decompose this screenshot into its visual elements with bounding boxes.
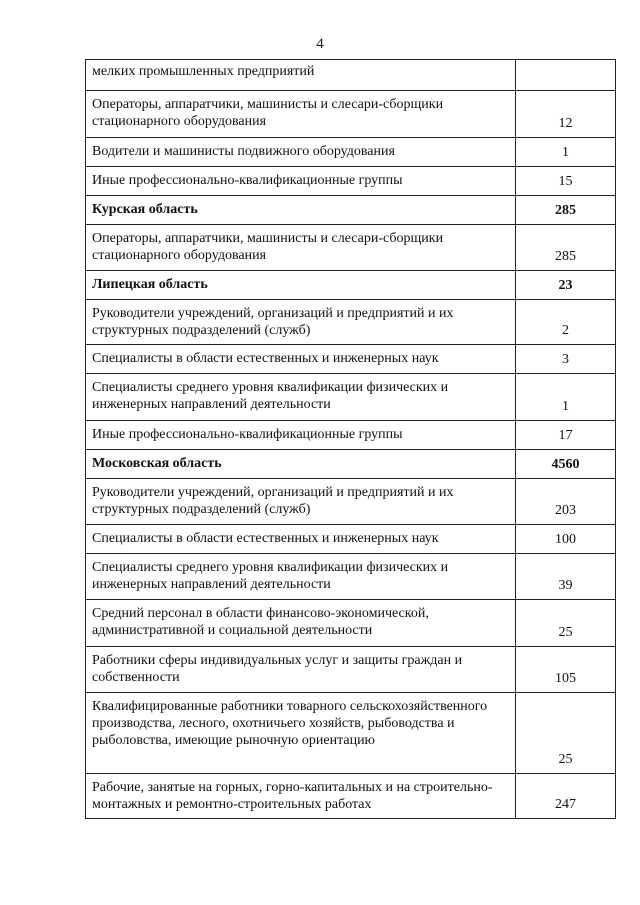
count-cell: 25 <box>516 600 616 647</box>
count-cell: 100 <box>516 525 616 554</box>
region-name-cell: Липецкая область <box>86 271 516 300</box>
count-cell: 203 <box>516 479 616 525</box>
count-cell: 12 <box>516 91 616 138</box>
count-cell: 2 <box>516 300 616 345</box>
profession-group-cell: Иные профессионально-квалификационные группы <box>86 421 516 450</box>
count-cell: 17 <box>516 421 616 450</box>
count-cell: 105 <box>516 647 616 693</box>
count-cell: 247 <box>516 774 616 819</box>
count-cell: 3 <box>516 345 616 374</box>
table-row <box>86 421 616 450</box>
profession-group-cell: Руководители учреждений, организаций и предприятий и их структурных подразделений (служб) <box>86 300 516 345</box>
table-row <box>86 600 616 647</box>
table-row <box>86 300 616 345</box>
count-cell: 285 <box>516 225 616 271</box>
table-row <box>86 647 616 693</box>
count-cell: 1 <box>516 138 616 167</box>
table-row <box>86 525 616 554</box>
profession-group-cell: Работники сферы индивидуальных услуг и защиты граждан и собственности <box>86 647 516 693</box>
count-cell <box>516 60 616 91</box>
profession-group-cell: Специалисты в области естественных и инженерных наук <box>86 345 516 374</box>
page-number: 4 <box>316 36 324 52</box>
table-row <box>86 554 616 600</box>
table-row <box>86 345 616 374</box>
profession-group-cell: Специалисты в области естественных и инженерных наук <box>86 525 516 554</box>
table-row <box>86 774 616 819</box>
region-total-cell: 285 <box>516 196 616 225</box>
table-row <box>86 138 616 167</box>
table-row <box>86 60 616 91</box>
profession-group-cell: мелких промышленных предприятий <box>86 60 516 91</box>
profession-group-cell: Водители и машинисты подвижного оборудования <box>86 138 516 167</box>
region-name-cell: Московская область <box>86 450 516 479</box>
table-body <box>86 60 616 819</box>
count-cell: 25 <box>516 693 616 774</box>
region-row <box>86 271 616 300</box>
profession-group-cell: Квалифицированные работники товарного сельскохозяйственного производства, лесного, охотничьего хозяйств, рыбоводства и рыболовства, имеющие рыночную ориентацию <box>86 693 516 774</box>
table-row <box>86 91 616 138</box>
profession-group-cell: Операторы, аппаратчики, машинисты и слесари-сборщики стационарного оборудования <box>86 225 516 271</box>
region-total-cell: 23 <box>516 271 616 300</box>
profession-group-cell: Специалисты среднего уровня квалификации физических и инженерных направлений деятельности <box>86 374 516 421</box>
table-row <box>86 225 616 271</box>
region-name-cell: Курская область <box>86 196 516 225</box>
table-row <box>86 374 616 421</box>
profession-group-cell: Специалисты среднего уровня квалификации физических и инженерных направлений деятельности <box>86 554 516 600</box>
count-cell: 1 <box>516 374 616 421</box>
region-total-cell: 4560 <box>516 450 616 479</box>
table-row <box>86 693 616 774</box>
profession-group-cell: Руководители учреждений, организаций и предприятий и их структурных подразделений (служб) <box>86 479 516 525</box>
count-cell: 15 <box>516 167 616 196</box>
profession-group-cell: Рабочие, занятые на горных, горно-капитальных и на строительно-монтажных и ремонтно-строительных работах <box>86 774 516 819</box>
count-cell: 39 <box>516 554 616 600</box>
region-row <box>86 450 616 479</box>
region-row <box>86 196 616 225</box>
table-row <box>86 167 616 196</box>
profession-group-cell: Средний персонал в области финансово-экономической, административной и социальной деятельности <box>86 600 516 647</box>
table-row <box>86 479 616 525</box>
profession-group-cell: Операторы, аппаратчики, машинисты и слесари-сборщики стационарного оборудования <box>86 91 516 138</box>
profession-group-cell: Иные профессионально-квалификационные группы <box>86 167 516 196</box>
professions-table <box>85 59 616 819</box>
